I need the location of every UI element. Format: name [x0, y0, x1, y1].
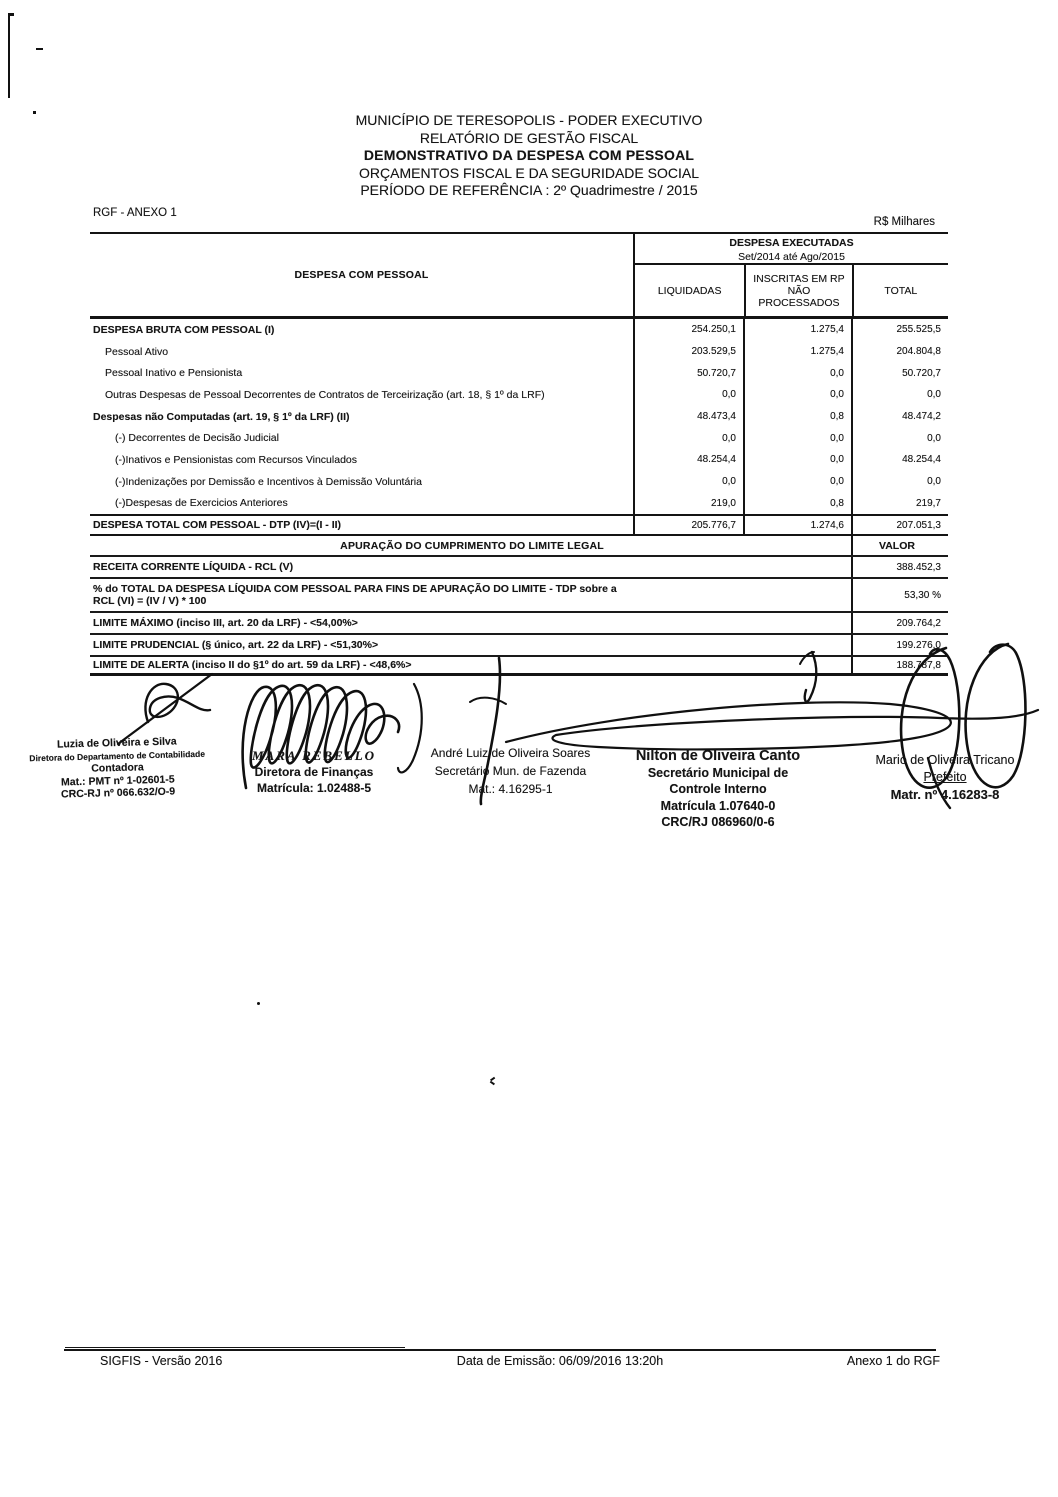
footer-emission-date: Data de Emissão: 06/09/2016 13:20h: [456, 1354, 664, 1368]
cell-valor: 199.276,0: [851, 635, 948, 655]
signatory-id: Matrícula: 1.02488-5: [256, 781, 372, 795]
signatory-role: Diretora do Departamento de Contabilidade: [29, 748, 206, 763]
cell-total: 0,0: [851, 427, 948, 449]
cell-total: 0,0: [851, 384, 948, 406]
signature-block-prefeito: [845, 752, 1045, 803]
signatory-role: Contadora: [91, 761, 144, 775]
signatory-name: Mario de Oliveira Tricano: [875, 753, 1015, 767]
row-label: LIMITE MÁXIMO (inciso III, art. 20 da LRF) - <54,00%>: [93, 616, 358, 629]
scan-artifact: [8, 13, 14, 16]
cell-rp: 0,8: [743, 406, 851, 428]
cell-valor: 53,30 %: [851, 579, 948, 611]
footer-annex-ref: Anexo 1 do RGF: [846, 1354, 940, 1368]
signatory-id: Mat.: PMT nº 1-02601-5: [60, 773, 175, 788]
limit-row: [90, 657, 948, 676]
row-label-line2: RCL (VI) = (IV / V) * 100: [93, 595, 207, 608]
row-label: % do TOTAL DA DESPESA LÍQUIDA COM PESSOAL PARA FINS DE APURAÇÃO DO LIMITE - TDP sobre a: [93, 582, 617, 595]
cell-rp: 0,0: [743, 384, 851, 406]
signatory-role: Prefeito: [923, 770, 967, 784]
table-row: [90, 406, 948, 428]
cell-rp: 1.275,4: [743, 341, 851, 363]
table-row: [90, 471, 948, 493]
footer-rule: [65, 1347, 405, 1348]
column-header-despesa-com-pessoal: DESPESA COM PESSOAL: [294, 269, 429, 281]
signatory-id: Matrícula 1.07640-0: [660, 798, 776, 813]
cell-total: 219,7: [851, 493, 948, 515]
cell-total: 48.254,4: [851, 449, 948, 471]
table-row: [90, 362, 948, 384]
cell-total: 48.474,2: [851, 406, 948, 428]
column-group-despesa-executadas: DESPESA EXECUTADAS Set/2014 até Ago/2015: [635, 234, 948, 265]
cell-liquidadas: 50.720,7: [633, 362, 743, 384]
column-header-inscritas-rp: INSCRITAS EM RP NÃO PROCESSADOS: [744, 265, 851, 316]
row-label: LIMITE DE ALERTA (inciso II do §1º do art. 59 da LRF) - <48,6%>: [93, 658, 412, 671]
row-label: LIMITE PRUDENCIAL (§ único, art. 22 da LRF) - <51,30%>: [93, 638, 379, 651]
column-header-liquidadas: LIQUIDADAS: [657, 284, 722, 297]
cell-total: 255.525,5: [851, 319, 948, 341]
table-row-total: [90, 514, 948, 536]
cell-liquidadas: 48.254,4: [633, 449, 743, 471]
row-label: Pessoal Inativo e Pensionista: [105, 367, 243, 380]
row-label: (-)Inativos e Pensionistas com Recursos Vinculados: [115, 453, 357, 466]
cell-rp: 0,8: [743, 493, 851, 515]
signatory-id: CRC-RJ nº 066.632/O-9: [60, 785, 176, 801]
cell-liquidadas: 0,0: [633, 384, 743, 406]
scan-artifact: [36, 48, 43, 50]
table-row: [90, 427, 948, 449]
signatory-name: André Luiz de Oliveira Soares: [430, 746, 591, 760]
cell-rp: 1.275,4: [743, 319, 851, 341]
cell-liquidadas: 0,0: [633, 471, 743, 493]
cell-liquidadas: 205.776,7: [633, 516, 743, 534]
expense-table: [90, 232, 948, 676]
row-label: RECEITA CORRENTE LÍQUIDA - RCL (V): [93, 560, 294, 573]
table-row: [90, 384, 948, 406]
signatory-name: Luzia de Oliveira e Silva: [56, 735, 177, 751]
cell-rp: 1.274,6: [743, 516, 851, 534]
row-label: (-)Despesas de Exercicios Anteriores: [115, 497, 288, 510]
row-label: DESPESA TOTAL COM PESSOAL - DTP (IV)=(I - II): [93, 519, 342, 532]
cell-liquidadas: 203.529,5: [633, 341, 743, 363]
cell-liquidadas: 254.250,1: [633, 319, 743, 341]
signature-block-financas: [213, 748, 415, 796]
footer-rule: [64, 1349, 936, 1351]
page-title-line: MUNICÍPIO DE TERESOPOLIS - PODER EXECUTIVO: [355, 112, 703, 128]
limit-table-header: [90, 536, 948, 557]
cell-total: 207.051,3: [851, 516, 948, 534]
signatory-name: Nilton de Oliveira Canto: [635, 748, 801, 764]
expense-table-header: [90, 232, 948, 319]
row-label: (-) Decorrentes de Decisão Judicial: [115, 432, 279, 445]
cell-liquidadas: 48.473,4: [633, 406, 743, 428]
cell-valor: 388.452,3: [851, 557, 948, 577]
signature-block-contadora: [24, 735, 211, 802]
column-header-valor: VALOR: [851, 536, 948, 555]
cell-total: 0,0: [851, 471, 948, 493]
signatory-id: Mat.: 4.16295-1: [468, 782, 553, 796]
signatory-id: Matr. nº 4.16283-8: [890, 787, 1000, 802]
table-row: [90, 341, 948, 363]
signatory-role: Diretora de Finanças: [254, 765, 374, 779]
scan-artifact: [257, 1002, 260, 1005]
limit-table-title: APURAÇÃO DO CUMPRIMENTO DO LIMITE LEGAL: [340, 539, 604, 552]
table-row: [90, 449, 948, 471]
annex-label: RGF - ANEXO 1: [93, 207, 177, 219]
currency-note: R$ Milhares: [873, 216, 935, 228]
cell-rp: 0,0: [743, 471, 851, 493]
scan-artifact: [8, 13, 10, 98]
document-header: [0, 112, 1058, 200]
row-label: Pessoal Ativo: [105, 345, 169, 358]
signature-stroke-luzia: [118, 674, 212, 744]
page-title-line: RELATÓRIO DE GESTÃO FISCAL: [419, 129, 639, 146]
footer-system-version: SIGFIS - Versão 2016: [100, 1354, 223, 1368]
row-label: Outras Despesas de Pessoal Decorrentes de Contratos de Terceirização (art. 18, § 1º da LRF): [105, 388, 545, 401]
cell-valor: 188.787,8: [851, 657, 948, 673]
row-label: Despesas não Computadas (art. 19, § 1º da LRF) (II): [93, 410, 350, 423]
cell-liquidadas: 219,0: [633, 493, 743, 515]
signatory-id: CRC/RJ 086960/0-6: [661, 815, 775, 829]
signatory-name: MARA REBELLO: [251, 748, 377, 763]
signature-block-controle-interno: [598, 748, 838, 831]
scan-artifact: [488, 1076, 496, 1086]
page-title-line: ORÇAMENTOS FISCAL E DA SEGURIDADE SOCIAL: [359, 164, 699, 181]
cell-rp: 0,0: [743, 449, 851, 471]
cell-valor: 209.764,2: [851, 613, 948, 633]
signature-block-fazenda: [418, 744, 603, 798]
column-header-total: TOTAL: [852, 265, 948, 316]
row-label: DESPESA BRUTA COM PESSOAL (I): [93, 323, 275, 336]
cell-total: 50.720,7: [851, 362, 948, 384]
cell-rp: 0,0: [743, 427, 851, 449]
signatory-role: Secretário Mun. de Fazenda: [434, 764, 587, 778]
table-row: [90, 319, 948, 341]
signatory-role: Secretário Municipal de: [647, 765, 789, 780]
cell-total: 204.804,8: [851, 341, 948, 363]
cell-rp: 0,0: [743, 362, 851, 384]
limit-row: [90, 557, 948, 579]
table-row: [90, 493, 948, 515]
limit-row: [90, 579, 948, 613]
signatory-role: Controle Interno: [669, 782, 767, 796]
limit-row: [90, 613, 948, 635]
page-title-line: DEMONSTRATIVO DA DESPESA COM PESSOAL: [363, 147, 695, 163]
row-label: (-)Indenizações por Demissão e Incentivos à Demissão Voluntária: [115, 475, 422, 488]
cell-liquidadas: 0,0: [633, 427, 743, 449]
limit-row: [90, 635, 948, 657]
page-title-line: PERÍODO DE REFERÊNCIA : 2º Quadrimestre / 2015: [360, 182, 698, 198]
